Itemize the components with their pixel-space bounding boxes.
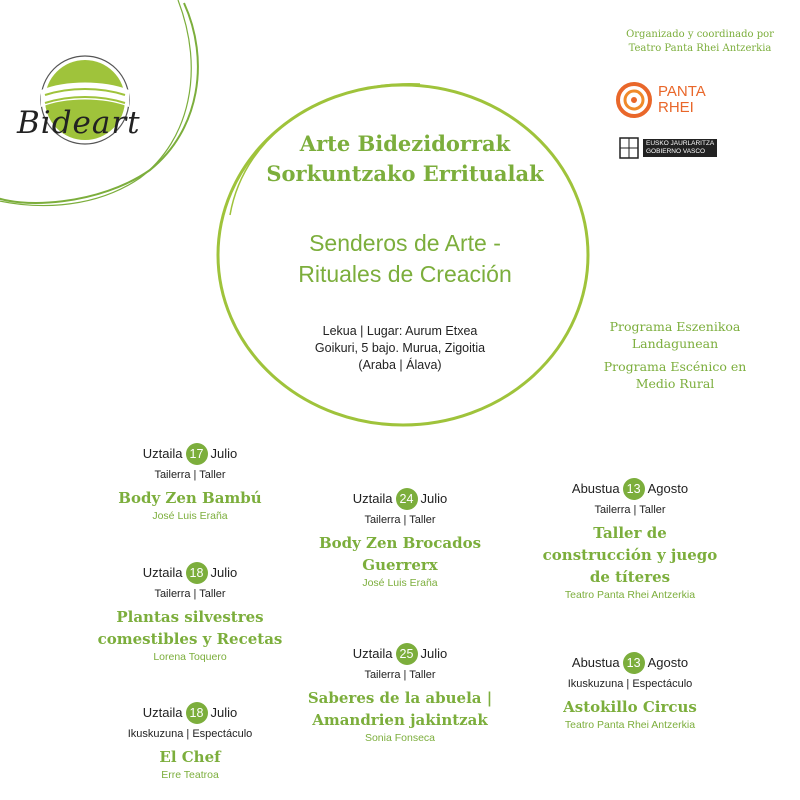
event-card [515, 652, 745, 732]
spiral-icon [616, 80, 656, 120]
event-title-line: Body Zen Brocados [318, 534, 482, 552]
event-date [515, 652, 745, 674]
event-type: Tailerra | Taller [364, 514, 436, 526]
basque-gov-logo [618, 136, 728, 160]
event-month-eu: Uztaila [352, 491, 393, 506]
event-card [285, 488, 515, 590]
venue-line-1: Lekua | Lugar: Aurum Etxea [322, 324, 478, 338]
shield-icon [618, 136, 640, 160]
title-es-line-1: Senderos de Arte - [309, 230, 501, 256]
event-author: José Luis Eraña [152, 510, 228, 522]
event-month-eu: Uztaila [142, 705, 183, 720]
program-eu [590, 318, 760, 352]
bideart-logo [15, 35, 165, 155]
panta-rhei-text-1: PANTA [658, 83, 706, 100]
event-month-eu: Uztaila [352, 646, 393, 661]
title-es-line-2: Rituales de Creación [298, 261, 512, 287]
event-author: Sonia Fonseca [364, 732, 436, 744]
event-card [70, 702, 310, 782]
event-title-line: construcción y juego [542, 546, 718, 564]
event-date [285, 488, 515, 510]
event-title-line: Saberes de la abuela | [307, 689, 493, 707]
title-es [225, 228, 585, 290]
bideart-logo-text: Bideart [17, 105, 141, 141]
event-author: Teatro Panta Rhei Antzerkia [564, 589, 696, 601]
event-month-es: Julio [210, 565, 238, 580]
event-title-line: Body Zen Bambú [118, 489, 262, 507]
event-title-line: Astokillo Circus [563, 698, 697, 716]
event-author: Erre Teatroa [161, 769, 219, 781]
event-title-line: comestibles y Recetas [97, 630, 283, 648]
event-day-badge: 24 [396, 488, 418, 510]
venue-line-3: (Araba | Álava) [358, 358, 442, 372]
event-author: Lorena Toquero [153, 651, 227, 663]
event-title-line: El Chef [159, 748, 221, 766]
event-day-badge: 25 [396, 643, 418, 665]
event-title-line: de títeres [589, 568, 671, 586]
gov-text-box [643, 139, 717, 157]
event-month-eu: Abustua [571, 481, 620, 496]
title-eu-line-1: Arte Bidezidorrak [299, 131, 511, 156]
event-title-line: Amandrien jakintzak [312, 711, 488, 729]
event-type: Tailerra | Taller [154, 588, 226, 600]
event-title [515, 696, 745, 718]
event-card [70, 443, 310, 523]
event-day-badge: 17 [186, 443, 208, 465]
event-month-es: Agosto [647, 655, 689, 670]
organizer-note [610, 28, 790, 56]
event-day-badge: 18 [186, 702, 208, 724]
event-day-badge: 13 [623, 478, 645, 500]
event-type: Ikuskuzuna | Espectáculo [127, 728, 253, 740]
title-eu-line-2: Sorkuntzako Erritualak [266, 161, 544, 186]
event-month-es: Julio [210, 446, 238, 461]
venue [280, 323, 520, 374]
event-day-badge: 18 [186, 562, 208, 584]
gov-text-2: GOBIERNO VASCO [646, 148, 706, 155]
event-month-eu: Abustua [571, 655, 620, 670]
event-date [275, 643, 525, 665]
event-date [515, 478, 745, 500]
event-date [70, 443, 310, 465]
program-es-line-2: Medio Rural [635, 376, 715, 391]
event-title-line: Plantas silvestres [116, 608, 264, 626]
event-title [515, 522, 745, 588]
event-title [285, 532, 515, 576]
event-month-eu: Uztaila [142, 565, 183, 580]
program-es-line-1: Programa Escénico en [603, 359, 747, 374]
event-month-es: Julio [210, 705, 238, 720]
program-eu-line-1: Programa Eszenikoa [609, 319, 741, 334]
event-title [70, 746, 310, 768]
event-author: Teatro Panta Rhei Antzerkia [564, 719, 696, 731]
event-card [515, 478, 745, 602]
event-type: Tailerra | Taller [364, 669, 436, 681]
program-es [590, 358, 760, 392]
title-eu [225, 129, 585, 189]
event-type: Tailerra | Taller [154, 469, 226, 481]
event-title-line: Guerrerx [362, 556, 438, 574]
venue-line-2: Goikuri, 5 bajo. Murua, Zigoitia [314, 341, 486, 355]
program-eu-line-2: Landagunean [631, 336, 719, 351]
gov-text-1: EUSKO JAURLARITZA [646, 140, 715, 147]
event-type: Ikuskuzuna | Espectáculo [567, 678, 693, 690]
organizer-line-1: Organizado y coordinado por [626, 29, 774, 40]
panta-rhei-logo [616, 80, 736, 120]
event-type: Tailerra | Taller [594, 504, 666, 516]
event-month-es: Julio [420, 646, 448, 661]
event-month-eu: Uztaila [142, 446, 183, 461]
event-day-badge: 13 [623, 652, 645, 674]
event-author: José Luis Eraña [362, 577, 438, 589]
event-title [70, 487, 310, 509]
organizer-line-2: Teatro Panta Rhei Antzerkia [628, 43, 772, 54]
event-date [70, 702, 310, 724]
event-title-line: Taller de [593, 524, 667, 542]
panta-rhei-text-2: RHEI [658, 99, 694, 116]
event-title [275, 687, 525, 731]
event-month-es: Agosto [647, 481, 689, 496]
event-card [275, 643, 525, 745]
event-month-es: Julio [420, 491, 448, 506]
